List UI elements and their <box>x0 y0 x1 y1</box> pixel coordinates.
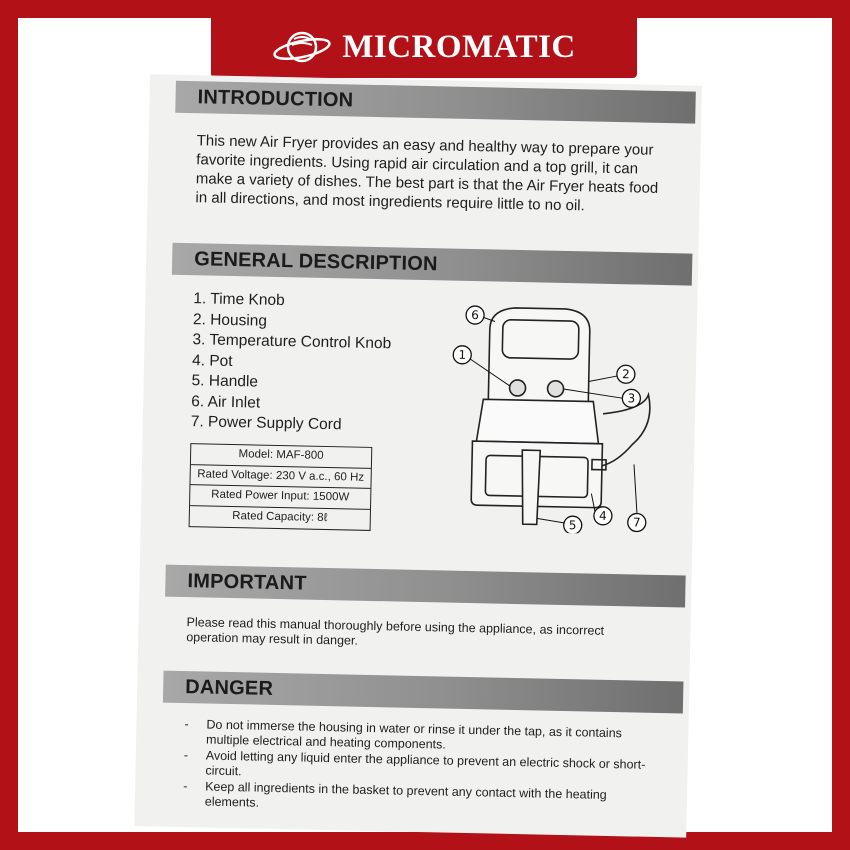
spec-row: Model: MAF-800 <box>191 444 371 468</box>
spec-row: Rated Capacity: 8ℓ <box>232 509 328 524</box>
introduction-text: This new Air Fryer provides an easy and healthy way to prepare your favorite ingredients. Using rapid air circulation and a top grill, it can make a variety of dishes. The best part is that the Air Fryer heats food in all directions, and most ingredients require little to no oil. <box>195 132 659 215</box>
section-header-important <box>165 565 686 608</box>
section-header-danger <box>163 671 684 714</box>
callout-6 <box>466 306 484 324</box>
important-text: Please read this manual thoroughly before using the appliance, as incorrect operation may result in danger. <box>186 615 605 648</box>
bullet-dash: - <box>183 779 188 794</box>
section-title: IMPORTANT <box>187 570 307 595</box>
callout-4 <box>594 507 612 525</box>
brand-banner <box>211 16 637 78</box>
parts-list <box>191 289 393 437</box>
bullet-dash: - <box>183 748 189 763</box>
section-header-general-description <box>172 243 693 286</box>
bullet-dash: - <box>184 717 189 732</box>
section-title: INTRODUCTION <box>197 86 354 112</box>
section-title: DANGER <box>185 676 274 700</box>
svg-text:1: 1 <box>458 347 467 362</box>
svg-text:7: 7 <box>632 515 641 530</box>
callout-1 <box>453 346 471 364</box>
svg-text:3: 3 <box>627 391 636 406</box>
section-title: GENERAL DESCRIPTION <box>193 248 438 276</box>
callout-2 <box>617 365 635 383</box>
spec-row: Rated Voltage: 230 V a.c., 60 Hz <box>190 465 370 489</box>
list-item: 2. Housing <box>192 310 268 330</box>
list-item: 1. Time Knob <box>193 290 285 310</box>
brand-name: MICROMATIC <box>342 28 576 65</box>
air-fryer-diagram <box>441 290 676 535</box>
spec-table <box>189 443 373 531</box>
planet-logo-icon <box>272 27 332 67</box>
list-item: 7. Power Supply Cord <box>190 413 342 434</box>
list-item: 6. Air Inlet <box>191 392 261 412</box>
svg-text:4: 4 <box>598 508 607 523</box>
list-item-text: Do not immerse the housing in water or rinse it under the tap, as it contains multiple electrical and heating components. <box>206 717 623 752</box>
manual-page <box>134 74 702 837</box>
svg-text:2: 2 <box>621 367 630 382</box>
svg-text:6: 6 <box>471 308 480 323</box>
list-item-text: Keep all ingredients in the basket to prevent any contact with the heating elements. <box>204 779 607 810</box>
danger-list <box>183 717 655 820</box>
callout-5 <box>564 516 582 534</box>
callout-3 <box>622 389 640 407</box>
list-item-text: Avoid letting any liquid enter the appliance to prevent an electric shock or short-circuit. <box>205 748 646 778</box>
list-item: 3. Temperature Control Knob <box>192 331 392 353</box>
list-item: 5. Handle <box>191 372 259 391</box>
svg-text:5: 5 <box>568 518 577 533</box>
section-header-introduction <box>175 81 696 124</box>
list-item: 4. Pot <box>191 351 233 370</box>
callout-7 <box>628 513 646 531</box>
spec-row: Rated Power Input: 1500W <box>190 485 370 509</box>
